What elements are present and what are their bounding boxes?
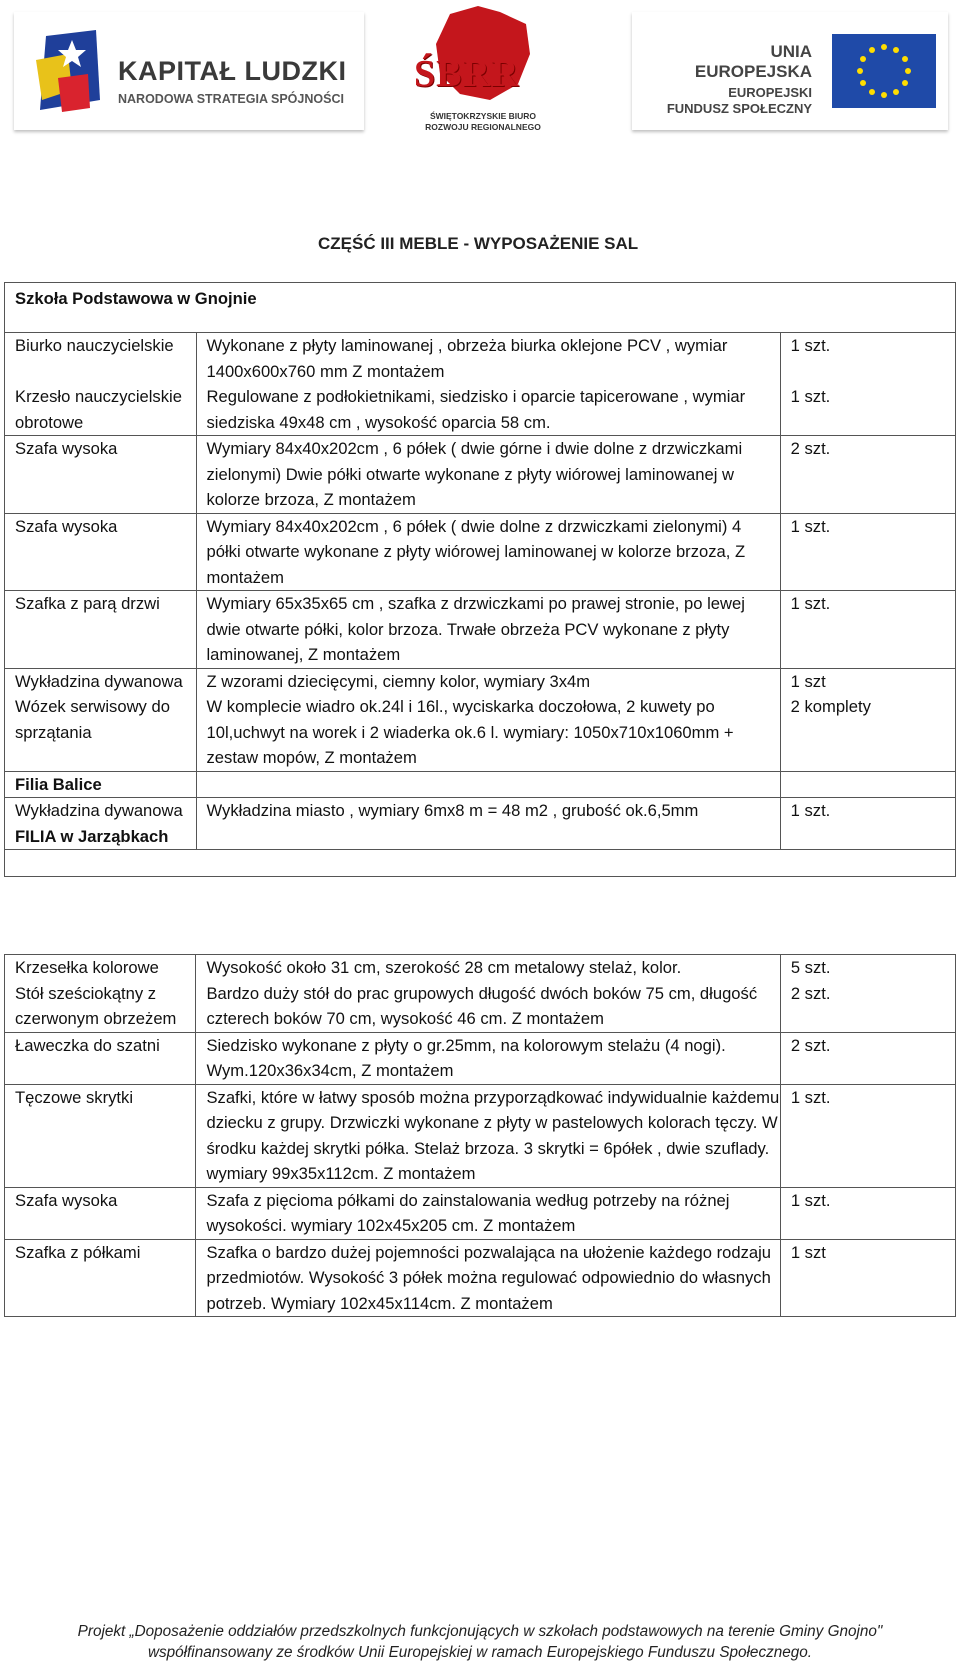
item-quantity: 1 szt. (780, 1187, 955, 1239)
document-heading: CZĘŚĆ III MEBLE - WYPOSAŻENIE SAL (318, 234, 639, 253)
item-quantity: 2 szt. (780, 1032, 955, 1084)
item-name: Krzesełka kolorowe (5, 955, 196, 981)
item-quantity: 2 szt. (780, 981, 955, 1033)
table-row (5, 668, 956, 694)
ue-line1: UNIA EUROPEJSKA (694, 42, 812, 81)
table-row (5, 771, 956, 798)
item-description: Wykładzina miasto , wymiary 6mx8 m = 48 m2 , grubość ok.6,5mm (196, 798, 780, 850)
item-quantity: 2 szt. (780, 436, 955, 514)
item-name: Szafa wysoka (5, 436, 197, 514)
item-quantity: 1 szt. (780, 1084, 955, 1187)
table-row (5, 1032, 956, 1084)
table-row (5, 384, 956, 436)
item-name: Stół sześciokątny z czerwonym obrzeżem (5, 981, 196, 1033)
ue-efs-logo (632, 12, 948, 130)
table-row (5, 436, 956, 514)
item-description: Wymiary 84x40x202cm , 6 półek ( dwie dolne z drzwiczkami zielonymi) 4 półki otwarte wykonane z płyty wiórowej laminowanej w kolorze brzoza, Z montażem (196, 513, 780, 591)
eu-flag-icon (832, 34, 936, 108)
item-description: Regulowane z podłokietnikami, siedzisko i oparcie tapicerowane , wymiar siedziska 49x48 cm , wysokość oparcia 58 cm. (196, 384, 780, 436)
item-description: Siedzisko wykonane z płyty o gr.25mm, na kolorowym stelażu (4 nogi). Wym.120x36x34cm, Z montażem (196, 1032, 780, 1084)
item-name: Wykładzina dywanowa (5, 798, 197, 824)
item-name: Tęczowe skrytki (5, 1084, 196, 1187)
item-name: Ławeczka do szatni (5, 1032, 196, 1084)
table-row (5, 981, 956, 1033)
sbrr-subtitle-line2: ROZWOJU REGIONALNEGO (425, 122, 541, 132)
item-quantity: 1 szt (780, 1239, 955, 1317)
item-quantity: 1 szt. (780, 591, 955, 669)
item-quantity: 1 szt. (780, 384, 955, 436)
sbrr-subtitle-line1: ŚWIĘTOKRZYSKIE BIURO (429, 111, 537, 121)
item-description: Szafka o bardzo dużej pojemności pozwalająca na ułożenie każdego rodzaju przedmiotów. Wysokość 3 półek można regulować odpowiednio do własnych potrzeb. Wymiary 102x45x114cm. Z montażem (196, 1239, 780, 1317)
footer-line2: współfinansowany ze środków Unii Europejskiej w ramach Europejskiego Funduszu Społecznego. (147, 1644, 813, 1661)
furniture-table-gnojno-items (4, 332, 956, 877)
ue-text (662, 42, 812, 116)
item-description: Szafa z pięcioma półkami do zainstalowania według potrzeby na różnej wysokości. wymiary 102x45x205 cm. Z montażem (196, 1187, 780, 1239)
sbrr-logo (408, 4, 558, 134)
table-row (5, 798, 956, 824)
item-description: Z wzorami dziecięcymi, ciemny kolor, wymiary 3x4m (196, 668, 780, 694)
table-row (5, 1239, 956, 1317)
table-row (5, 283, 956, 333)
furniture-table-jarzabki (4, 954, 956, 1317)
item-quantity: 1 szt. (780, 798, 955, 850)
school-heading: Szkoła Podstawowa w Gnojnie (15, 289, 257, 308)
school-heading-cell (5, 283, 956, 333)
item-name: Szafka z półkami (5, 1239, 196, 1317)
kapital-ludzki-title: KAPITAŁ LUDZKI (118, 56, 347, 86)
spacer-cell (5, 850, 956, 877)
item-quantity: 1 szt (780, 668, 955, 694)
kapital-ludzki-subtitle: NARODOWA STRATEGIA SPÓJNOŚCI (118, 92, 344, 106)
eu-stars-icon (832, 34, 936, 108)
table-row (5, 955, 956, 981)
item-name: Szafa wysoka (5, 1187, 196, 1239)
sbrr-subtitle (412, 111, 554, 133)
item-name: Szafka z parą drzwi (5, 591, 197, 669)
item-name: Wykładzina dywanowa (5, 668, 197, 694)
item-description: Wymiary 65x35x65 cm , szafka z drzwiczkami po prawej stronie, po lewej dwie otwarte półki, kolor brzoza. Trwałe obrzeża PCV wykonane z płyty laminowanej, Z montażem (196, 591, 780, 669)
item-name: Wózek serwisowy do sprzątania (5, 694, 197, 771)
table-row (5, 513, 956, 591)
table-row (5, 333, 956, 385)
item-description: Wymiary 84x40x202cm , 6 półek ( dwie górne i dwie dolne z drzwiczkami zielonymi) Dwie półki otwarte wykonane z płyty wiórowej laminowanej w kolorze brzoza, Z montażem (196, 436, 780, 514)
item-description: Szafki, które w łatwy sposób można przyporządkować indywidualnie każdemu dziecku z grupy. Drzwiczki wykonane z płyty w pastelowych kolorach tęczy. W środku każdej skrytki półka. Stelaż brzoza. 3 skrytki = 6półek , dwie szuflady. wymiary 99x35x112cm. Z montażem (196, 1084, 780, 1187)
table-row (5, 1187, 956, 1239)
item-description: W komplecie wiadro ok.24l i 16l., wyciskarka doczołowa, 2 kuwety po 10l,uchwyt na worek i 2 wiaderka ok.6 l. wymiary: 1050x710x1060mm + zestaw mopów, Z montażem (196, 694, 780, 771)
kapital-ludzki-emblem-icon (28, 30, 106, 116)
branch-heading-balice: Filia Balice (5, 771, 197, 798)
item-quantity: 5 szt. (780, 955, 955, 981)
item-quantity: 1 szt. (780, 513, 955, 591)
table-row (5, 694, 956, 771)
item-name: Szafa wysoka (5, 513, 197, 591)
empty-cell (780, 771, 955, 798)
table-row (5, 591, 956, 669)
logo-header (0, 0, 960, 140)
item-quantity: 1 szt. (780, 333, 955, 385)
item-description: Wysokość około 31 cm, szerokość 28 cm metalowy stelaż, kolor. (196, 955, 780, 981)
item-quantity: 2 komplety (780, 694, 955, 771)
item-name: Biurko nauczycielskie (5, 333, 197, 385)
item-name: Krzesło nauczycielskie obrotowe (5, 384, 197, 436)
branch-heading-jarzabki: FILIA w Jarząbkach (5, 824, 197, 850)
sbrr-title: ŚBRR (414, 53, 520, 95)
ue-line3: FUNDUSZ SPOŁECZNY (666, 101, 812, 116)
project-footer (0, 1621, 960, 1663)
footer-line1: Projekt „Doposażenie oddziałów przedszkolnych funkcjonujących w szkołach podstawowych na terenie Gminy Gnojno" (77, 1623, 883, 1640)
ue-line2: EUROPEJSKI (728, 85, 812, 100)
kapital-ludzki-logo (14, 12, 364, 130)
empty-cell (196, 771, 780, 798)
table-row (5, 1084, 956, 1187)
item-description: Bardzo duży stół do prac grupowych długość dwóch boków 75 cm, długość czterech boków 70 cm, wysokość 46 cm. Z montażem (196, 981, 780, 1033)
item-description: Wykonane z płyty laminowanej , obrzeża biurka oklejone PCV , wymiar 1400x600x760 mm Z montażem (196, 333, 780, 385)
table-row (5, 850, 956, 877)
